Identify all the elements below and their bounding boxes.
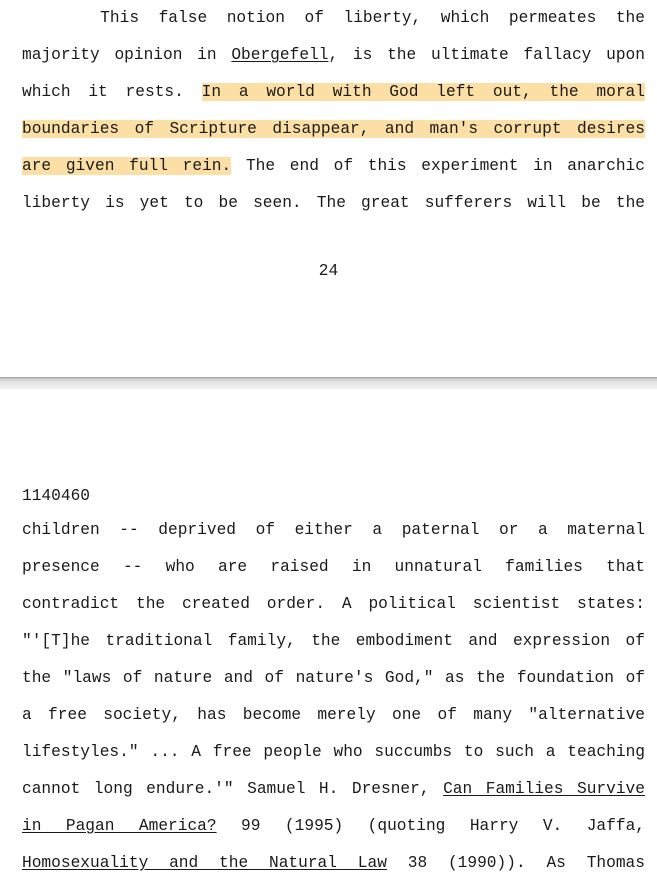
highlighted-text: are given full rein. [22, 157, 232, 175]
underlined-citation: Obergefell [231, 46, 329, 64]
page_bottom-line [22, 556, 645, 578]
text-run: children -- deprived of either a paternal or a maternal [22, 521, 645, 539]
text-run: liberty is yet to be seen. The great sufferers will be the [22, 194, 645, 212]
page_top-line [22, 192, 645, 214]
text-run: cannot long endure.'" Samuel H. Dresner, [22, 780, 444, 798]
underlined-citation: Can Families Survive [443, 780, 645, 798]
text-run: This false notion of liberty, which permeates the [22, 9, 645, 27]
page_bottom-line [22, 630, 645, 652]
text-run: the "laws of nature and of nature's God," as the foundation of [22, 669, 645, 687]
page-number: 24 [318, 262, 339, 280]
page_bottom-line [22, 667, 645, 689]
text-run: The end of this experiment in anarchic [231, 157, 645, 175]
text-run: , is the ultimate fallacy upon [328, 46, 645, 64]
page_bottom-line [22, 593, 645, 615]
page_bottom-line [22, 704, 645, 726]
page_bottom-line [22, 741, 645, 763]
text-run: "'[T]he traditional family, the embodiment and expression of [22, 632, 645, 650]
text-run: 99 (1995) (quoting Harry V. Jaffa, [216, 817, 645, 835]
highlighted-text: In a world with God left out, the moral [201, 83, 645, 101]
page_top-line [22, 118, 645, 140]
page_bottom-line [22, 852, 645, 874]
page_top-line [22, 7, 645, 29]
text-run: a free society, has become merely one of many "alternative [22, 706, 645, 724]
text-run: which it rests. [22, 83, 202, 101]
document-id: 1140460 [22, 487, 90, 505]
text-run: 38 (1990)). As Thomas [386, 854, 645, 872]
page_top-line [22, 155, 645, 177]
page_bottom-line [22, 815, 645, 837]
underlined-citation: Homosexuality and the Natural Law [22, 854, 387, 872]
text-run: contradict the created order. A political scientist states: [22, 595, 645, 613]
text-run: majority opinion in [22, 46, 232, 64]
text-run: presence -- who are raised in unnatural families that [22, 558, 645, 576]
text-run: lifestyles." ... A free people who succumbs to such a teaching [22, 743, 645, 761]
page_top-line [22, 44, 645, 66]
underlined-citation: in Pagan America? [22, 817, 217, 835]
page_bottom-line [22, 519, 645, 541]
page-divider [0, 377, 657, 389]
page_top-line [22, 81, 645, 103]
page_bottom-line [22, 778, 645, 800]
highlighted-text: boundaries of Scripture disappear, and man's corrupt desires [22, 120, 645, 138]
